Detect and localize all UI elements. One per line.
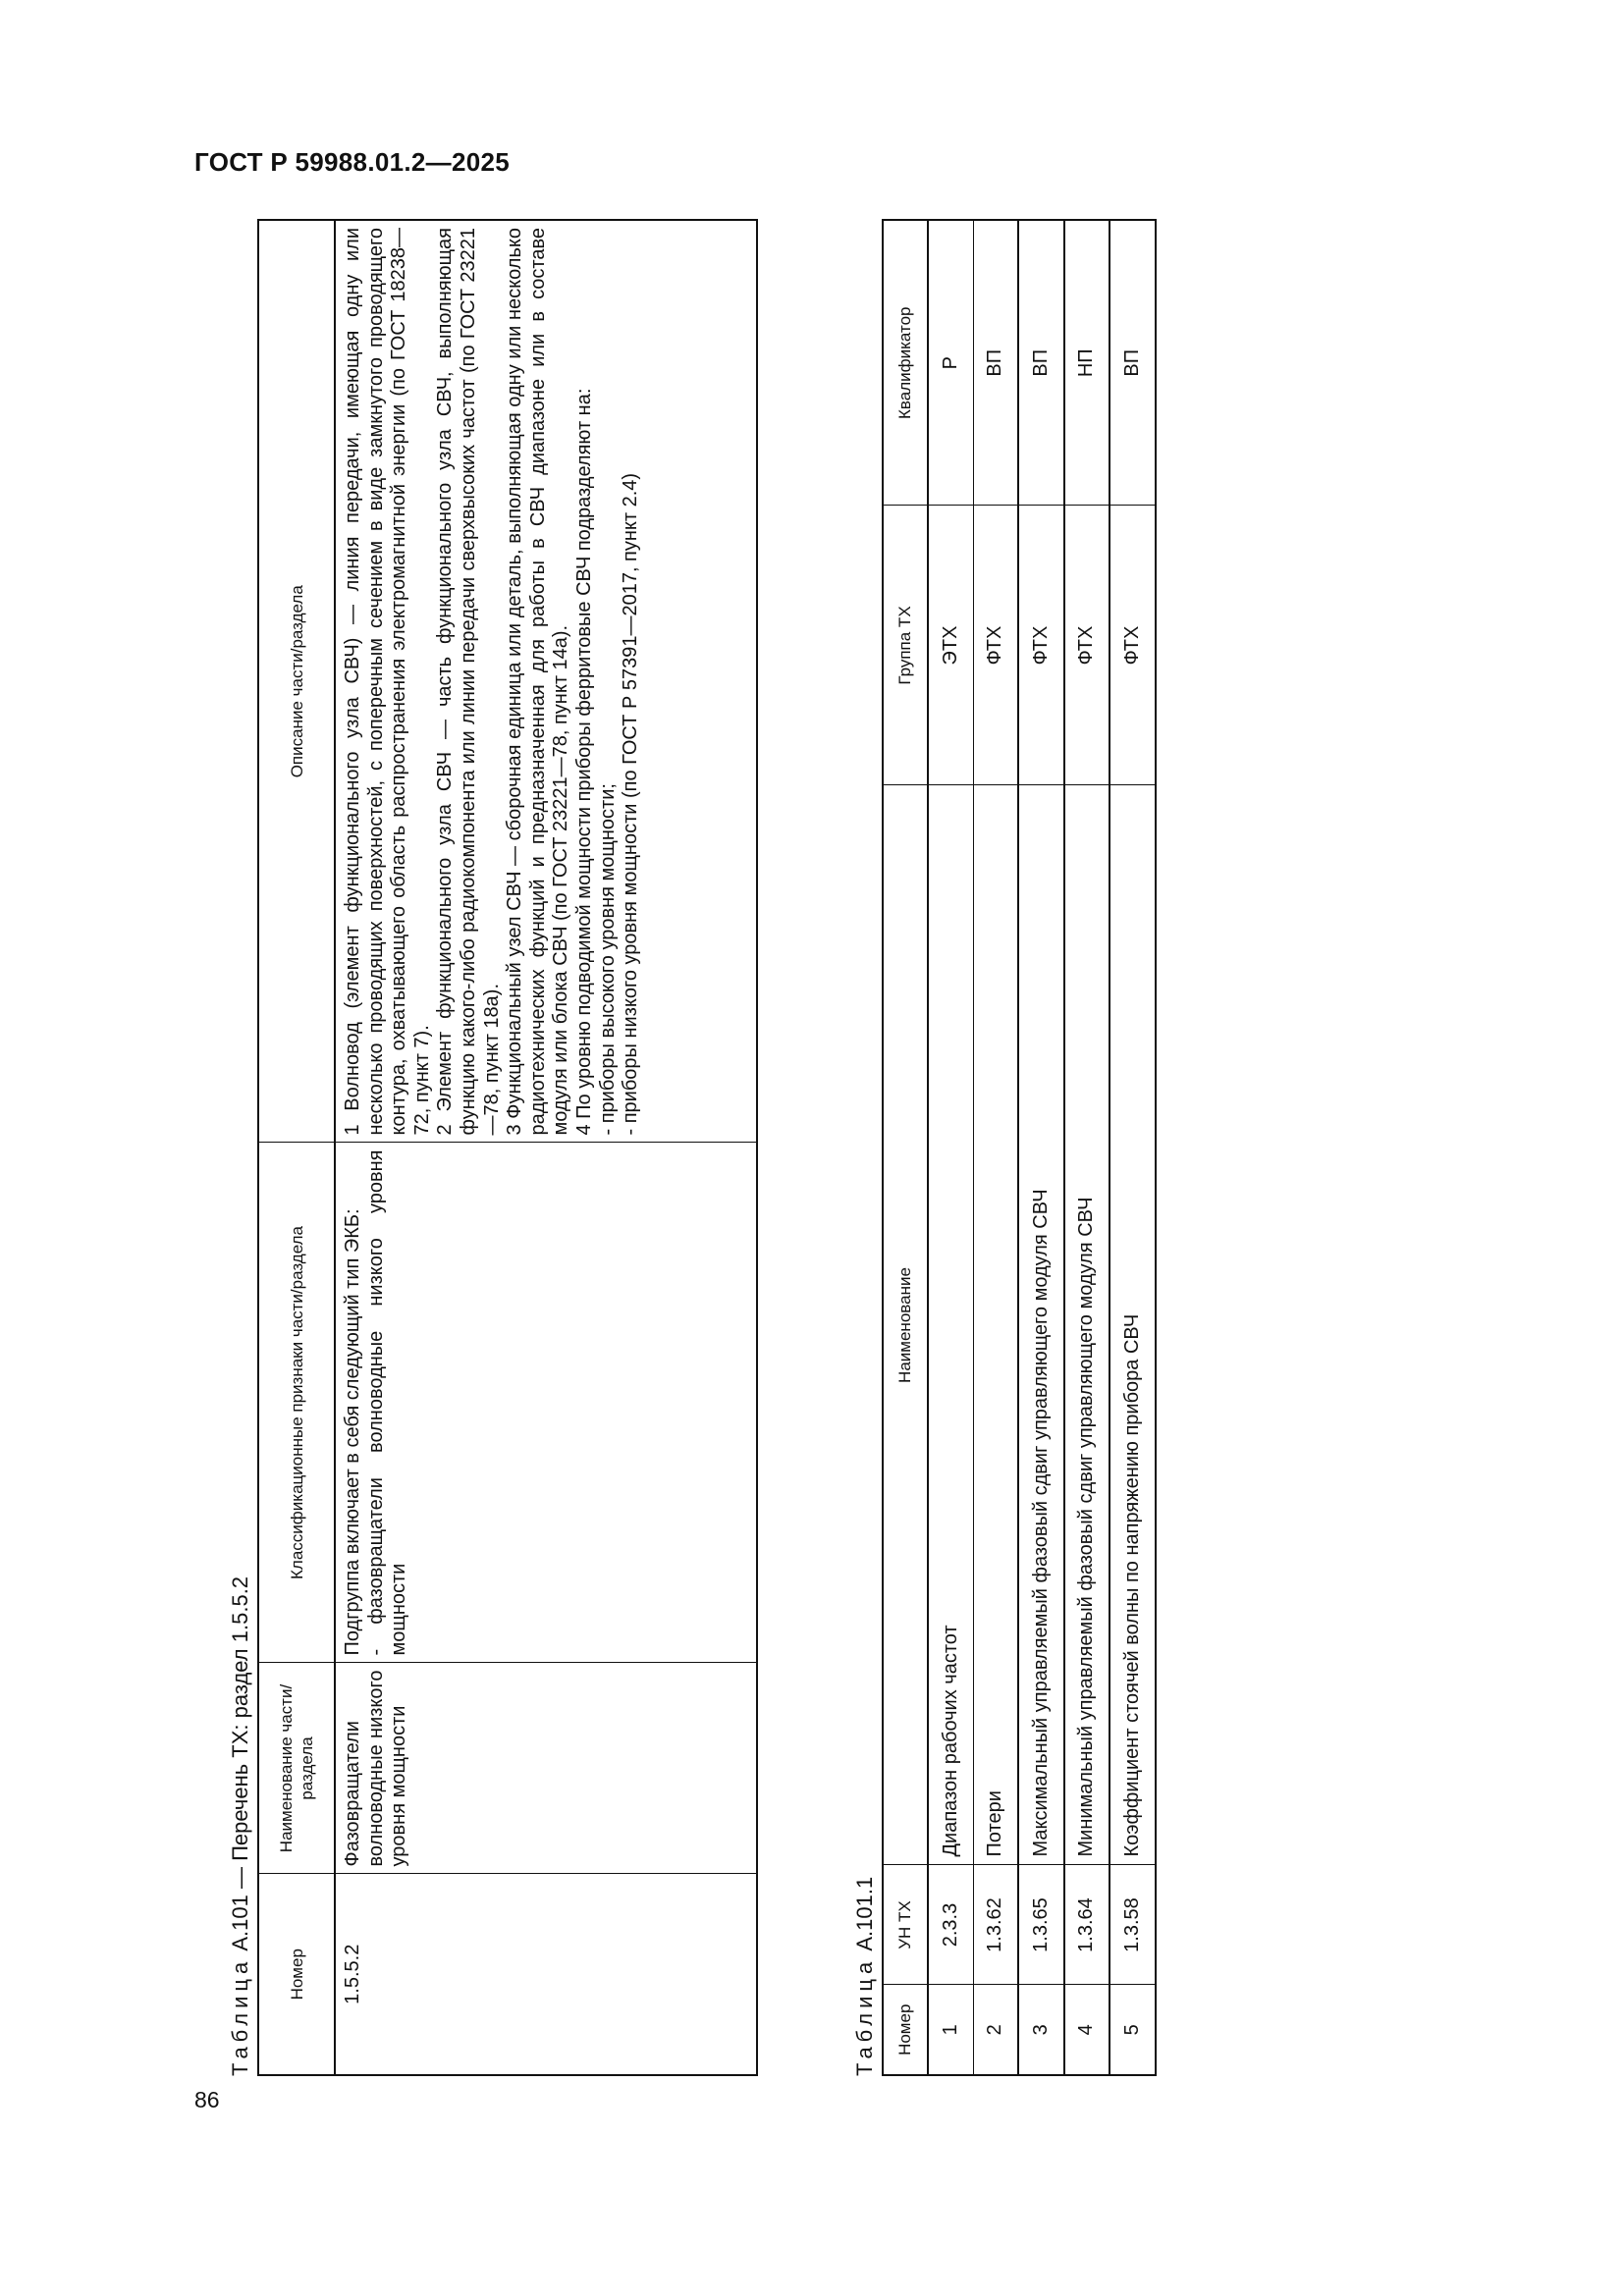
row-features — [335, 1143, 757, 1663]
column-header-group: Группа ТХ — [883, 506, 928, 785]
table-row — [335, 220, 757, 2075]
cell-qualifier: ВП — [973, 220, 1018, 506]
cell-un-tx: 1.3.64 — [1064, 1865, 1110, 1985]
table-row — [928, 220, 973, 2075]
table-a1011-caption-prefix: Таблица — [852, 1956, 877, 2076]
cell-un-tx: 1.3.58 — [1110, 1865, 1156, 1985]
cell-number: 1 — [928, 1985, 973, 2075]
cell-number: 5 — [1110, 1985, 1156, 2075]
table-a1011-block — [848, 221, 1192, 2076]
column-header-description: Описание части/раздела — [258, 220, 335, 1143]
cell-group: ФТХ — [1018, 506, 1064, 785]
cell-qualifier: Р — [928, 220, 973, 506]
cell-qualifier: НП — [1064, 220, 1110, 506]
table-a1011-caption-text: А.101.1 — [852, 1876, 877, 1957]
cell-name: Потери — [973, 785, 1018, 1865]
row-description — [335, 220, 757, 1143]
cell-group: ФТХ — [1064, 506, 1110, 785]
cell-un-tx: 2.3.3 — [928, 1865, 973, 1985]
cell-name: Минимальный управляемый фазовый сдвиг управляющего модуля СВЧ — [1064, 785, 1110, 1865]
description-paragraph: 3 Функциональный узел СВЧ — сборочная единица или деталь, выполняющая одну или несколько радиотехнических функций и предназначенная для работы в СВЧ диапазоне или в составе модуля или блока СВЧ (по ГОСТ 23221—78, пункт 14а). — [504, 228, 572, 1136]
table-row — [1018, 220, 1064, 2075]
cell-un-tx: 1.3.65 — [1018, 1865, 1064, 1985]
features-line: Подгруппа включает в себя следующий тип ЭКБ: — [342, 1208, 363, 1656]
description-paragraph: 1 Волновод (элемент функционального узла СВЧ) — линия передачи, имеющая одну или несколько проводящих поверхностей, с поперечным сечением в виде замкнутого проводящего контура, охватывающего область распространения электромагнитной энергии (по ГОСТ 18238—72, пункт 7). — [342, 228, 433, 1136]
column-header-un-tx: УН ТХ — [883, 1865, 928, 1985]
cell-group: ФТХ — [1110, 506, 1156, 785]
table-row — [973, 220, 1018, 2075]
cell-group: ФТХ — [973, 506, 1018, 785]
table-row — [1110, 220, 1156, 2075]
table-a101-block — [224, 221, 793, 2076]
table-a101 — [257, 219, 758, 2076]
features-line: - фазовращатели волноводные низкого уровня мощности — [364, 1149, 410, 1656]
table-a101-caption — [224, 221, 257, 2076]
column-header-qualifier: Квалификатор — [883, 220, 928, 506]
description-paragraph: - приборы высокого уровня мощности; — [596, 783, 619, 1136]
row-number: 1.5.5.2 — [335, 1874, 757, 2075]
description-paragraph: 4 По уровню подводимой мощности приборы ферритовые СВЧ подразделяют на: — [572, 388, 595, 1136]
cell-number: 4 — [1064, 1985, 1110, 2075]
cell-number: 2 — [973, 1985, 1018, 2075]
cell-name: Коэффициент стоячей волны по напряжению прибора СВЧ — [1110, 785, 1156, 1865]
cell-un-tx: 1.3.62 — [973, 1865, 1018, 1985]
row-name: Фазовращатели волноводные низкого уровня мощности — [335, 1663, 757, 1874]
table-row — [1064, 220, 1110, 2075]
page-number: 86 — [194, 2087, 220, 2112]
table-a101-caption-prefix: Таблица — [228, 1956, 252, 2076]
description-paragraph: - приборы низкого уровня мощности (по ГОСТ Р 57391—2017, пункт 2.4) — [620, 472, 642, 1136]
table-a101-caption-text: А.101 — Перечень ТХ: раздел 1.5.5.2 — [228, 1575, 252, 1957]
table-header-row — [883, 220, 928, 2075]
cell-name: Максимальный управляемый фазовый сдвиг управляющего модуля СВЧ — [1018, 785, 1064, 1865]
column-header-number: Номер — [883, 1985, 928, 2075]
column-header-name: Наименование части/раздела — [258, 1663, 335, 1874]
cell-group: ЭТХ — [928, 506, 973, 785]
column-header-number: Номер — [258, 1874, 335, 2075]
column-header-features: Классификационные признаки части/раздела — [258, 1143, 335, 1663]
cell-qualifier: ВП — [1110, 220, 1156, 506]
cell-number: 3 — [1018, 1985, 1064, 2075]
document-header-title: ГОСТ Р 59988.01.2—2025 — [194, 147, 510, 177]
description-paragraph: 2 Элемент функционального узла СВЧ — часть функционального узла СВЧ, выполняющая функцию какого-либо радиокомпонента или линии передачи сверхвысоких частот (по ГОСТ 23221—78, пункт 18а). — [434, 228, 503, 1136]
column-header-name: Наименование — [883, 785, 928, 1865]
table-a1011 — [882, 219, 1157, 2076]
table-header-row — [258, 220, 335, 2075]
cell-qualifier: ВП — [1018, 220, 1064, 506]
table-a1011-caption — [848, 221, 882, 2076]
cell-name: Диапазон рабочих частот — [928, 785, 973, 1865]
